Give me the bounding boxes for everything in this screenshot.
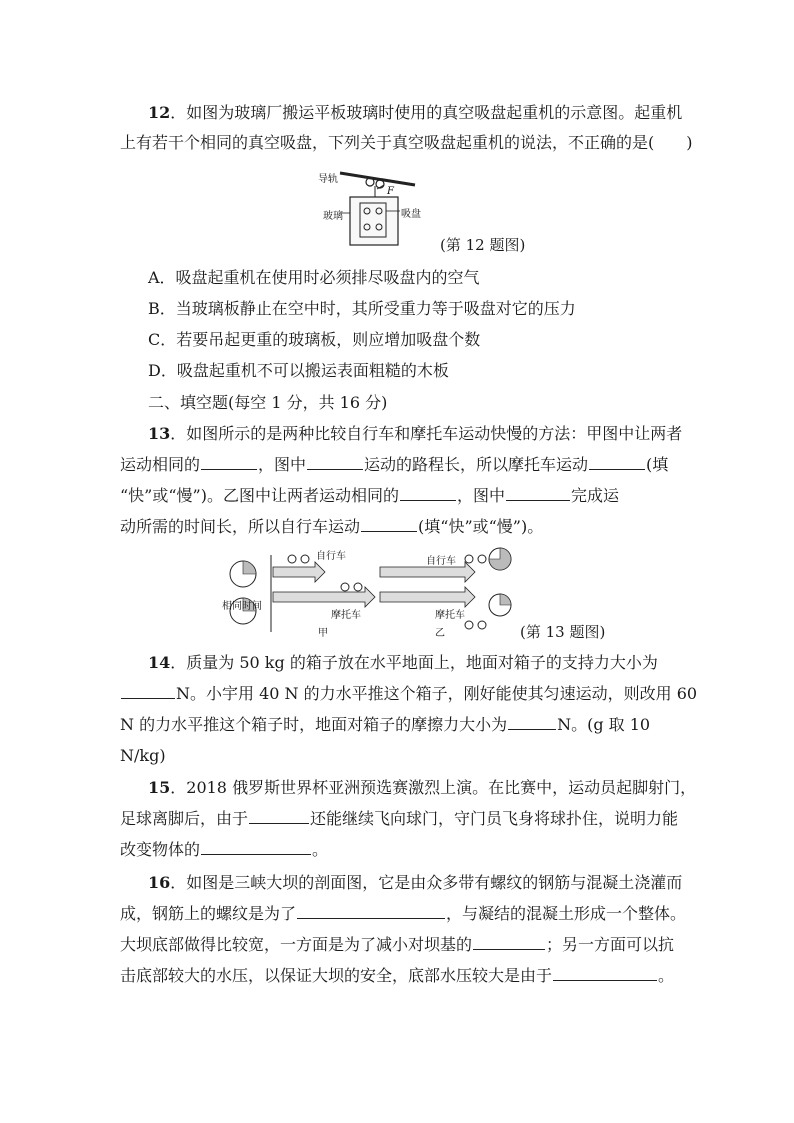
q15-text-2a: 足球离脚后，由于 [120, 809, 249, 828]
answer-blank[interactable] [201, 455, 257, 470]
q16-text-4a: 击底部较大的水压，以保证大坝的安全，底部水压较大是由于 [120, 966, 553, 985]
q13-text-3b: ，图中 [456, 486, 505, 505]
answer-blank[interactable] [307, 455, 363, 470]
motorcycle-icon [341, 583, 349, 591]
q12-caption: (第 12 题图) [440, 236, 526, 254]
answer-blank[interactable] [553, 966, 657, 981]
q13-text-1: ．如图所示的是两种比较自行车和摩托车运动快慢的方法：甲图中让两者 [170, 424, 683, 443]
q16-line-4 [120, 966, 674, 986]
q14-text-3b: N。(g 取 10 [557, 715, 651, 734]
motorcycle-icon [478, 621, 486, 629]
q14-text-2: N。小宇用 40 N 的力水平推这个箱子，刚好能使其匀速运动，则改用 60 [176, 684, 698, 703]
answer-blank[interactable] [508, 715, 556, 730]
motorcycle-icon [354, 583, 362, 591]
bike-arrow-jia [273, 562, 325, 582]
q14-text-3a: N 的力水平推这个箱子时，地面对箱子的摩擦力大小为 [120, 715, 508, 734]
q13-text-2a: 运动相同的 [120, 455, 201, 474]
q13-text-4b: (填“快”或“慢”)。 [418, 517, 544, 536]
answer-blank[interactable] [297, 904, 445, 919]
bicycle-icon [465, 555, 473, 563]
q16-line-2 [120, 904, 686, 924]
moto-label-jia: 摩托车 [331, 610, 361, 621]
q12-option-a: A．吸盘起重机在使用时必须排尽吸盘内的空气 [148, 268, 480, 287]
q14-line-3 [120, 715, 650, 735]
q13-figure [225, 547, 525, 637]
bicycle-icon [301, 555, 309, 563]
q15-line-3 [120, 840, 328, 860]
answer-blank[interactable] [201, 840, 311, 855]
answer-blank[interactable] [249, 809, 309, 824]
q13-number: 13 [148, 424, 171, 443]
q12-option-d: D．吸盘起重机不可以搬运表面粗糙的木板 [148, 361, 449, 380]
q16-text-4b: 。 [658, 966, 675, 985]
q12-line-2: 上有若干个相同的真空吸盘，下列关于真空吸盘起重机的说法，不正确的是( ) [120, 133, 693, 152]
answer-blank[interactable] [589, 455, 645, 470]
q13-text-2c: 运动的路程长，所以摩托车运动 [364, 455, 589, 474]
q15-text-3a: 改变物体的 [120, 840, 201, 859]
q14-line-2 [120, 684, 697, 704]
bicycle-icon [478, 555, 486, 563]
q15-text-3b: 。 [312, 840, 329, 859]
q13-text-3c: 完成运 [570, 486, 619, 505]
glass-label: 玻璃 [323, 211, 343, 222]
q13-line-2 [120, 455, 668, 475]
answer-blank[interactable] [361, 517, 417, 532]
q12-option-c: C．若要吊起更重的玻璃板，则应增加吸盘个数 [148, 330, 481, 349]
clock-shaded-sector [500, 594, 511, 605]
cup-label: 吸盘 [401, 209, 421, 220]
moto-label-yi: 摩托车 [435, 610, 465, 621]
q12-line-1 [148, 103, 682, 123]
answer-blank[interactable] [400, 486, 456, 501]
q15-text-1: ．2018 俄罗斯世界杯亚洲预选赛激烈上演。在比赛中，运动员起脚射门， [170, 778, 697, 797]
q16-text-1: ．如图是三峡大坝的剖面图，它是由众多带有螺纹的钢筋与混凝土浇灌而 [170, 873, 683, 892]
answer-blank[interactable] [121, 684, 175, 699]
q13-line-4 [120, 517, 543, 537]
same-time-label: 相同时间 [222, 601, 262, 612]
q16-text-3b: ；另一方面可以抗 [546, 935, 675, 954]
q14-number: 14 [148, 653, 171, 672]
force-label: F [387, 186, 394, 197]
q12-number: 12 [148, 103, 171, 122]
rail-line [340, 173, 415, 185]
yi-label: 乙 [435, 628, 445, 639]
q14-line-4: N/kg) [120, 746, 166, 765]
bike-label-jia: 自行车 [316, 551, 346, 562]
q15-line-2 [120, 809, 678, 829]
q15-text-2b: 还能继续飞向球门，守门员飞身将球扑住，说明力能 [310, 809, 679, 828]
q14-text-1: ．质量为 50 kg 的箱子放在水平地面上，地面对箱子的支持力大小为 [170, 653, 658, 672]
moto-arrow-yi [380, 587, 475, 607]
q12-option-b: B．当玻璃板静止在空中时，其所受重力等于吸盘对它的压力 [148, 299, 576, 318]
q16-text-2b: ，与凝结的混凝土形成一个整体。 [446, 904, 687, 923]
q16-number: 16 [148, 873, 171, 892]
q13-text-2b: ，图中 [258, 455, 307, 474]
q13-text-2d: (填 [646, 455, 669, 474]
q16-text-2a: 成，钢筋上的螺纹是为了 [120, 904, 297, 923]
q15-line-1 [148, 778, 696, 798]
bicycle-icon [288, 555, 296, 563]
q13-line-1 [148, 424, 682, 444]
q14-line-1 [148, 653, 658, 673]
moto-arrow-jia [273, 587, 375, 607]
answer-blank[interactable] [473, 935, 545, 950]
q13-text-4a: 动所需的时间长，所以自行车运动 [120, 517, 361, 536]
section-2-heading: 二、填空题(每空 1 分，共 16 分) [148, 393, 388, 412]
q13-line-3 [120, 486, 619, 506]
rail-label: 导轨 [318, 174, 338, 185]
clock-shaded-sector [243, 561, 256, 574]
q13-text-3a: “快”或“慢”)。乙图中让两者运动相同的 [120, 486, 399, 505]
q13-caption: (第 13 题图) [520, 623, 606, 641]
bike-label-yi: 自行车 [426, 556, 456, 567]
q16-line-1 [148, 873, 682, 893]
q16-text-3a: 大坝底部做得比较宽，一方面是为了减小对坝基的 [120, 935, 473, 954]
answer-blank[interactable] [506, 486, 570, 501]
glass-pane [350, 197, 398, 245]
motorcycle-icon [465, 621, 473, 629]
q16-line-3 [120, 935, 674, 955]
jia-label: 甲 [318, 628, 328, 639]
q15-number: 15 [148, 778, 171, 797]
q12-text-1: ．如图为玻璃厂搬运平板玻璃时使用的真空吸盘起重机的示意图。起重机 [170, 103, 683, 122]
